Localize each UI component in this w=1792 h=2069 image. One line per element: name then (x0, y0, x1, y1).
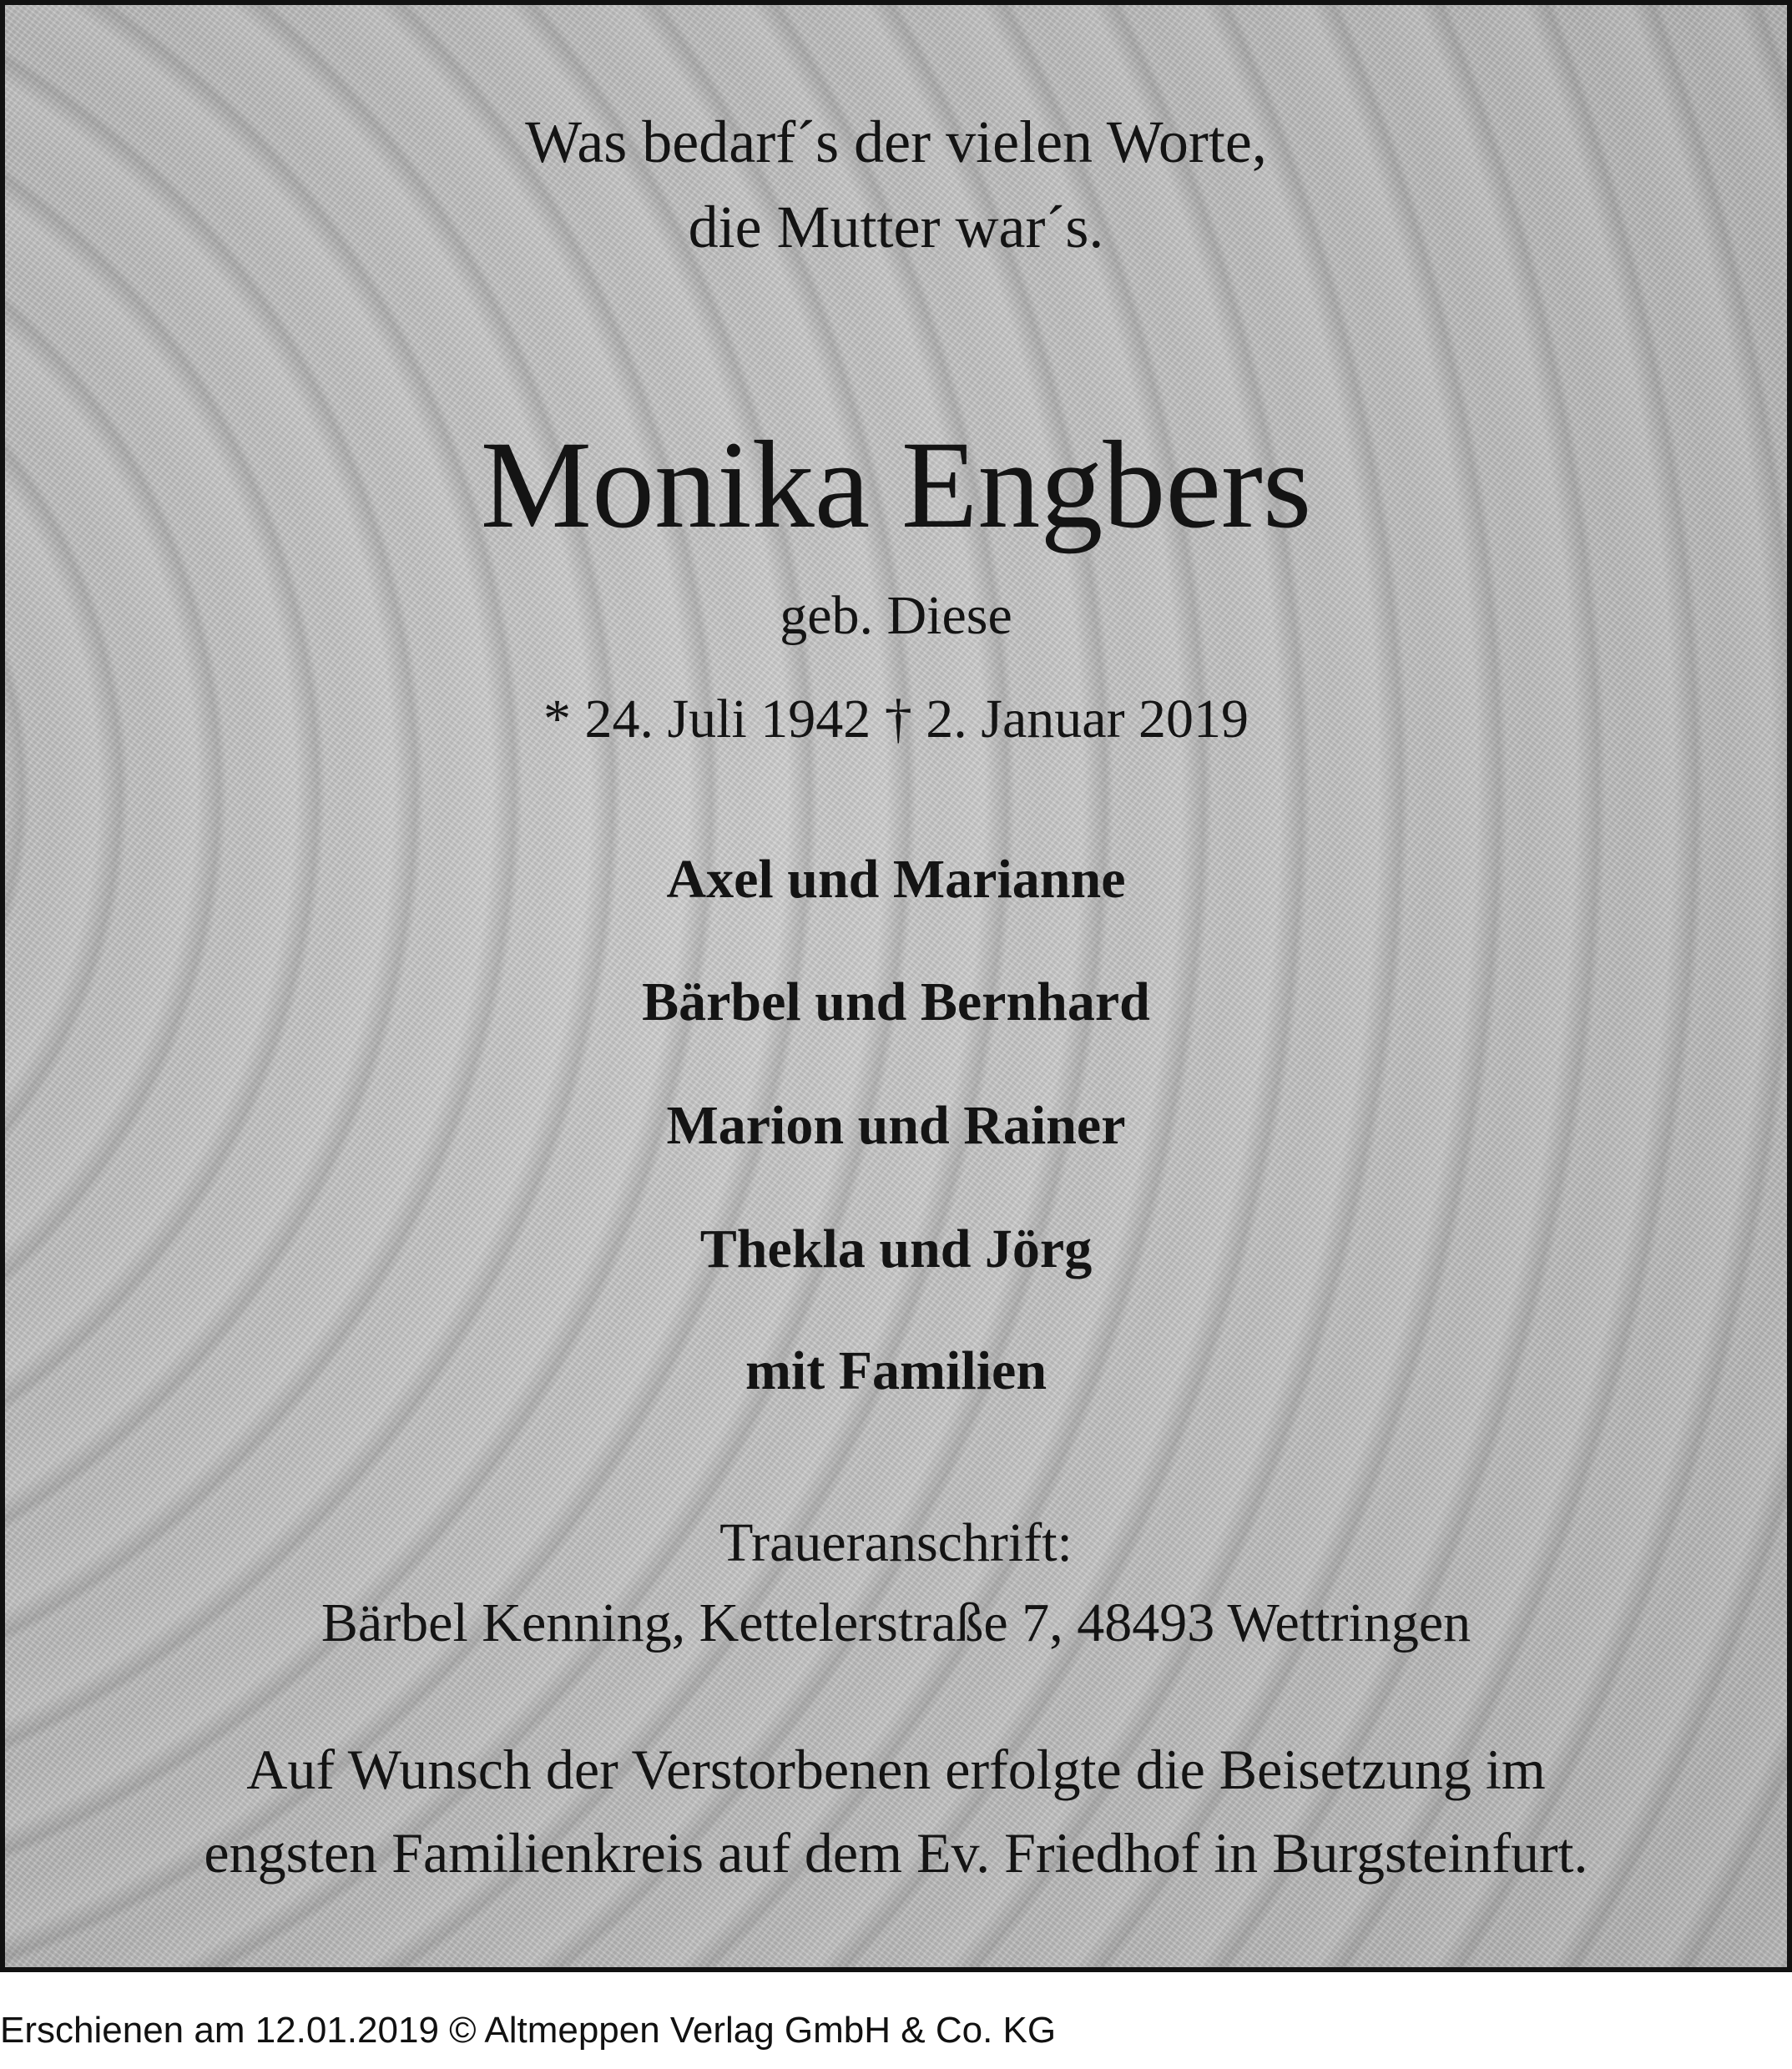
wish-line-2: engsten Familienkreis auf dem Ev. Friedhof in Burgsteinfurt. (204, 1821, 1588, 1885)
address-label: Traueranschrift: (719, 1512, 1073, 1573)
address: Bärbel Kenning, Kettelerstraße 7, 48493 Wettringen (321, 1592, 1471, 1653)
family-line-3: Marion und Rainer (666, 1095, 1126, 1156)
life-dates: * 24. Juli 1942 † 2. Januar 2019 (543, 689, 1249, 749)
family-line-2: Bärbel und Bernhard (642, 971, 1150, 1032)
family-line-5: mit Familien (745, 1340, 1047, 1401)
quote-line-2: die Mutter war´s. (688, 194, 1104, 260)
deceased-name: Monika Engbers (480, 416, 1312, 554)
maiden-name: geb. Diese (780, 585, 1012, 646)
family-line-4: Thekla und Jörg (699, 1219, 1093, 1279)
wish-line-1: Auf Wunsch der Verstorbenen erfolgte die Beisetzung im (246, 1738, 1546, 1801)
family-line-1: Axel und Marianne (666, 849, 1126, 910)
quote-line-1: Was bedarf´s der vielen Worte, (525, 108, 1267, 175)
publication-footer: Erschienen am 12.01.2019 © Altmeppen Verlag GmbH & Co. KG (0, 2010, 1057, 2051)
